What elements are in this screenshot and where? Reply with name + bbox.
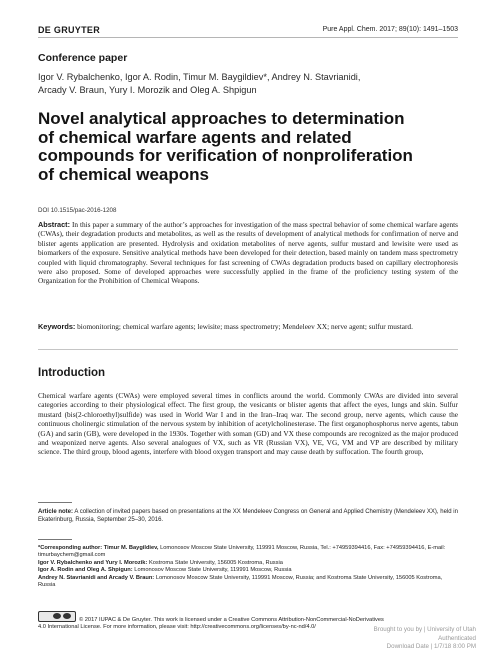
affiliation-2-label: Igor A. Rodin and Oleg A. Shpigun: [38,567,133,574]
article-title [38,110,468,184]
article-note-label: Article note: [38,509,74,515]
footnote-divider-2 [38,539,72,540]
affiliation-3 [38,575,458,590]
license-line-1 [38,611,438,624]
author-line-2: Arcady V. Braun, Yury I. Morozik and Oleg A. Shpigun [38,84,257,95]
corresponding-author-text: Lomonosov Moscow State University, 119991 Moscow, Russia, Tel.: +74959394416, Fax: +74959394416, E-mail: timurbaychem@gmail.com [38,545,446,559]
cc-license-icon [38,611,76,622]
license-line-2: 4.0 International License. For more information, please visit: http://creativecommons.org/licenses/by-nc-nd/4.0/ [38,624,316,631]
corresponding-author-label: *Corresponding author: Timur M. Baygildiev, [38,545,159,551]
access-watermark [276,626,476,652]
publisher-name: DE GRUYTER [38,25,101,35]
abstract [38,220,458,286]
title-line-1: Novel analytical approaches to determination [38,109,405,128]
doi-link[interactable]: DOI 10.1515/pac-2016-1208 [38,207,117,214]
watermark-line-2: Authenticated [438,634,476,642]
affiliation-1 [38,560,458,567]
section-divider [38,349,458,350]
article-note [38,508,458,524]
author-list [38,71,458,96]
affiliation-3-label: Andrey N. Stavrianidi and Arcady V. Braun: [38,574,155,581]
title-line-4: of chemical weapons [38,164,209,184]
watermark-line-1: Brought to you by | University of Utah [373,626,476,633]
title-line-3: compounds for verification of nonproliferation [38,146,413,166]
watermark-line-3: Download Date | 1/7/18 8:00 PM [386,643,476,650]
title-line-2: of chemical warfare agents and related [38,127,352,147]
correspondence-block [38,545,458,589]
header-divider [38,37,458,38]
affiliation-2 [38,567,458,574]
article-type: Conference paper [38,52,128,64]
keywords-label: Keywords: [38,322,76,331]
section-heading-introduction: Introduction [38,367,106,379]
abstract-label: Abstract: [38,220,71,229]
corresponding-author [38,545,458,560]
footnote-divider [38,502,72,503]
introduction-text: Chemical warfare agents (CWAs) were employed several times in conflicts around the world. Commonly CWAs are divided into several categories according to their physiological effect. The first group, the vesicants or blister agents that affect the eyes, lungs and skin. Sulfur mustard (bis(2-chloroethyl)sulfide) was used in World War I and in the Iran–Iraq war. The second group, nerve agents, which cause the continuous cholinergic stimulation of the nervous system by inhibition of acetylcholinesterase. The first organophosphorus nerve agents, tabun (GA) and sarin (GB), were developed in the 1930s. Together with soman (GD) and VX these compounds are recognized as the major produced and weaponized nerve agents. Also several analogues of VX, such as VR (Russian VX), VE, VG, VM and VP are described by military science. The third group, blood agents, interfere with blood oxygen transport and may cause death by suffocation. The fourth group, [38,391,458,457]
keywords [38,322,458,331]
affiliation-1-text: Kostroma State University, 156005 Kostroma, Russia [148,559,283,566]
license-text-1: © 2017 IUPAC & De Gruyter. This work is licensed under a Creative Commons Attribution-NonCommercial-NoDerivatives [79,617,384,623]
affiliation-3-text: Lomonosov Moscow State University, 119991 Moscow, Russia; and Kostroma State University, 156005 Kostroma, Russia [38,574,443,589]
abstract-text: In this paper a summary of the author’s approaches for investigation of the mass spectral behavior of some chemical warfare agents (CWAs), their degradation products and metabolites, as well as the results of development of analytical methods for confirmation of nerve and blister agents application are presented. Hydrolysis and oxidation metabolites of nerve agents, sulfur mustard and lewisite were used as biomarkers of the exposure. Sensitive analytical methods have been developed for their detection, based mainly on tandem mass spectrometry coupled with liquid chromatography. Several techniques for fast screening of CWAs degradation products based on capillary electrophoresis were also proposed. Some of developed approaches were successfully applied in the frame of the proficiency testing system of the Organization for the Prohibition of Chemical Weapons. [38,220,458,286]
author-line-1: Igor V. Rybalchenko, Igor A. Rodin, Timur M. Baygildiev*, Andrey N. Stavrianidi, [38,72,361,82]
article-note-text: A collection of invited papers based on presentations at the XX Mendeleev Congress on General and Applied Chemistry (Mendeleev XX), held in Ekaterinburg, Russia, September 25–30, 2016. [38,509,458,523]
affiliation-1-label: Igor V. Rybalchenko and Yury I. Morozik: [38,559,148,566]
keywords-text: biomonitoring; chemical warfare agents; lewisite; mass spectrometry; Mendeleev XX; nerve agent; sulfur mustard. [77,322,413,331]
affiliation-2-text: Lomonosov Moscow State University, 119991 Moscow, Russia [134,567,292,574]
journal-reference: Pure Appl. Chem. 2017; 89(10): 1491–1503 [322,26,458,33]
